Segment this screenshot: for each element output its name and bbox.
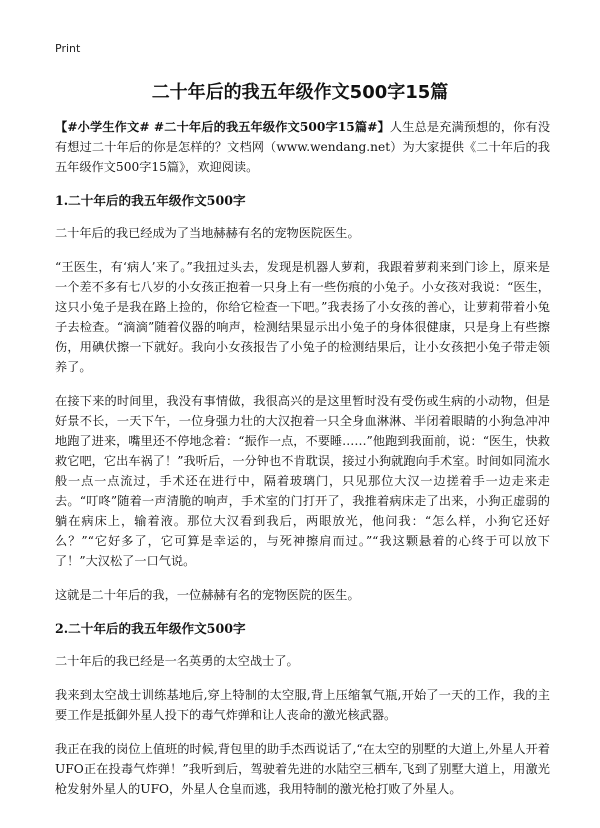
paragraph: 二十年后的我已经是一名英勇的太空战士了。	[55, 654, 299, 668]
print-link[interactable]: Print	[55, 42, 81, 55]
document-title: 二十年后的我五年级作文500字15篇	[151, 82, 449, 103]
paragraph: 这就是二十年后的我，一位赫赫有名的宠物医院的医生。	[55, 588, 360, 602]
document-body	[55, 117, 550, 813]
intro-tag: 【#小学生作文# #二十年后的我五年级作文500字15篇#】	[55, 120, 390, 134]
paragraph: 二十年后的我已经成为了当地赫赫有名的宠物医院医生。	[55, 226, 360, 240]
paragraph: 我正在我的岗位上值班的时候,背包里的助手杰西说话了,“在太空的别墅的大道上,外星人开着UFO正在投毒气炸弹！”我听到后，驾驶着先进的水陆空三栖车,飞到了别墅大道上，用激光枪发射外星人的UFO，外星人仓皇而逃，我用特制的激光枪打败了外星人。	[55, 742, 550, 796]
section-heading: 2.二十年后的我五年级作文500字	[55, 621, 246, 636]
paragraph: 在接下来的时间里，我没有事情做，我很高兴的是这里暂时没有受伤或生病的小动物，但是好景不长，一天下午，一位身强力壮的大汉抱着一只全身血淋淋、半闭着眼睛的小狗急冲冲地跑了进来，嘴里还不停地念着：“振作一点，不要睡……”他跑到我面前，说：“医生，快救救它吧，它出车祸了！”我听后，一分钟也不肯耽误，接过小狗就跑向手术室。时间如同流水般一点一点流过，手术还在进行中，隔着玻璃门，只见那位大汉一边搓着手一边走来走去。“叮咚”随着一声清脆的响声，手术室的门打开了，我推着病床走了出来，小狗正虚弱的躺在病床上，输着液。那位大汉看到我后，两眼放光，他问我：“怎么样，小狗它还好么？”“它好多了，它可算是幸运的，与死神擦肩而过。”“我这颗悬着的心终于可以放下了！”大汉松了一口气说。	[55, 394, 550, 568]
paragraph: 我来到太空战士训练基地后,穿上特制的太空服,背上压缩氧气瓶,开始了一天的工作，我的主要工作是抵御外星人投下的毒气炸弹和让人丧命的激光核武器。	[55, 688, 550, 722]
paragraph: “王医生，有‘病人’来了。”我扭过头去，发现是机器人萝莉，我跟着萝莉来到门诊上，原来是一个差不多有七八岁的小女孩正抱着一只身上有一些伤痕的小兔子。小女孩对我说：“医生，这只小兔子是我在路上捡的，你给它检查一下吧。”我表扬了小女孩的善心，让萝莉带着小兔子去检查。“滴滴”随着仪器的响声，检测结果显示出小兔子的身体很健康，只是身上有些擦伤，用碘伏擦一下就好。我向小女孩报告了小兔子的检测结果后，让小女孩把小兔子带走领养了。	[55, 260, 550, 374]
intro-text: 人生总是充满预想的，你有没有想过二十年后的你是怎样的？文档网（www.wendang.net）为大家提供《二十年后的我五年级作文500字15篇》，欢迎阅读。	[55, 120, 551, 174]
intro-paragraph	[55, 117, 550, 177]
section-heading: 1.二十年后的我五年级作文500字	[55, 193, 246, 208]
